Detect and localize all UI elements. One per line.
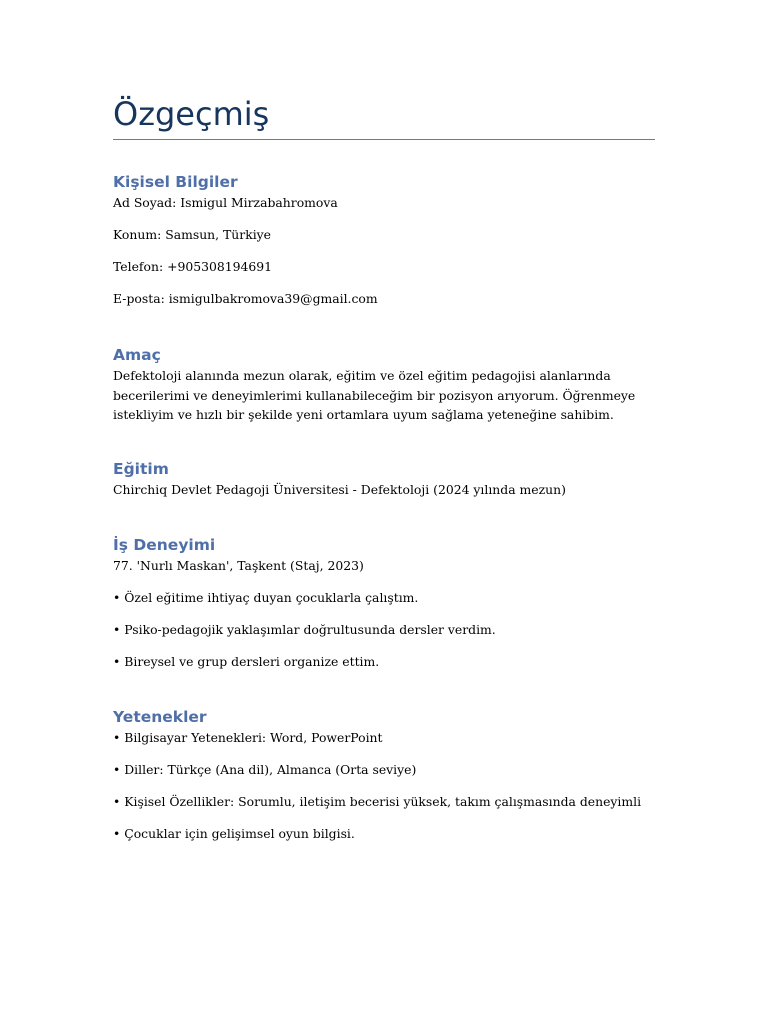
experience-bullet: • Bireysel ve grup dersleri organize ettim. (113, 654, 380, 669)
objective-text: Defektoloji alanında mezun olarak, eğitim ve özel eğitim pedagojisi alanlarında becerilerimi ve deneyimlerimi kullanabileceğim bir pozisyon arıyorum. Öğrenmeye istekliyim ve hızlı bir şekilde yeni ortamlara uyum sağlama yeteneğine sahibim. (113, 368, 636, 422)
skills-bullet: • Kişisel Özellikler: Sorumlu, iletişim becerisi yüksek, takım çalışmasında deneyimli (113, 794, 642, 809)
section-heading-objective: Amaç (113, 346, 161, 364)
section-experience (113, 534, 655, 672)
experience-bullet: • Özel eğitime ihtiyaç duyan çocuklarla çalıştım. (113, 590, 419, 605)
personal-phone: Telefon: +905308194691 (113, 259, 273, 274)
section-personal-info (113, 171, 655, 309)
section-heading-experience: İş Deneyimi (113, 536, 216, 554)
section-heading-skills: Yetenekler (113, 708, 207, 726)
skills-bullet: • Bilgisayar Yetenekleri: Word, PowerPoint (113, 730, 383, 745)
page-title: Özgeçmiş (113, 95, 270, 133)
experience-bullet: • Psiko-pedagojik yaklaşımlar doğrultusunda dersler verdim. (113, 622, 496, 637)
section-heading-education: Eğitim (113, 460, 169, 478)
personal-name: Ad Soyad: Ismigul Mirzabahromova (113, 195, 338, 210)
personal-email: E-posta: ismigulbakromova39@gmail.com (113, 291, 378, 306)
section-skills (113, 706, 655, 844)
education-entry: Chirchiq Devlet Pedagoji Üniversitesi - Defektoloji (2024 yılında mezun) (113, 482, 566, 497)
skills-bullet: • Çocuklar için gelişimsel oyun bilgisi. (113, 826, 355, 841)
skills-bullet: • Diller: Türkçe (Ana dil), Almanca (Orta seviye) (113, 762, 417, 777)
section-objective (113, 344, 655, 425)
title-divider (113, 139, 655, 140)
personal-location: Konum: Samsun, Türkiye (113, 227, 271, 242)
section-education (113, 458, 655, 500)
section-heading-personal-info: Kişisel Bilgiler (113, 173, 238, 191)
experience-position: 77. 'Nurlı Maskan', Taşkent (Staj, 2023) (113, 558, 364, 573)
